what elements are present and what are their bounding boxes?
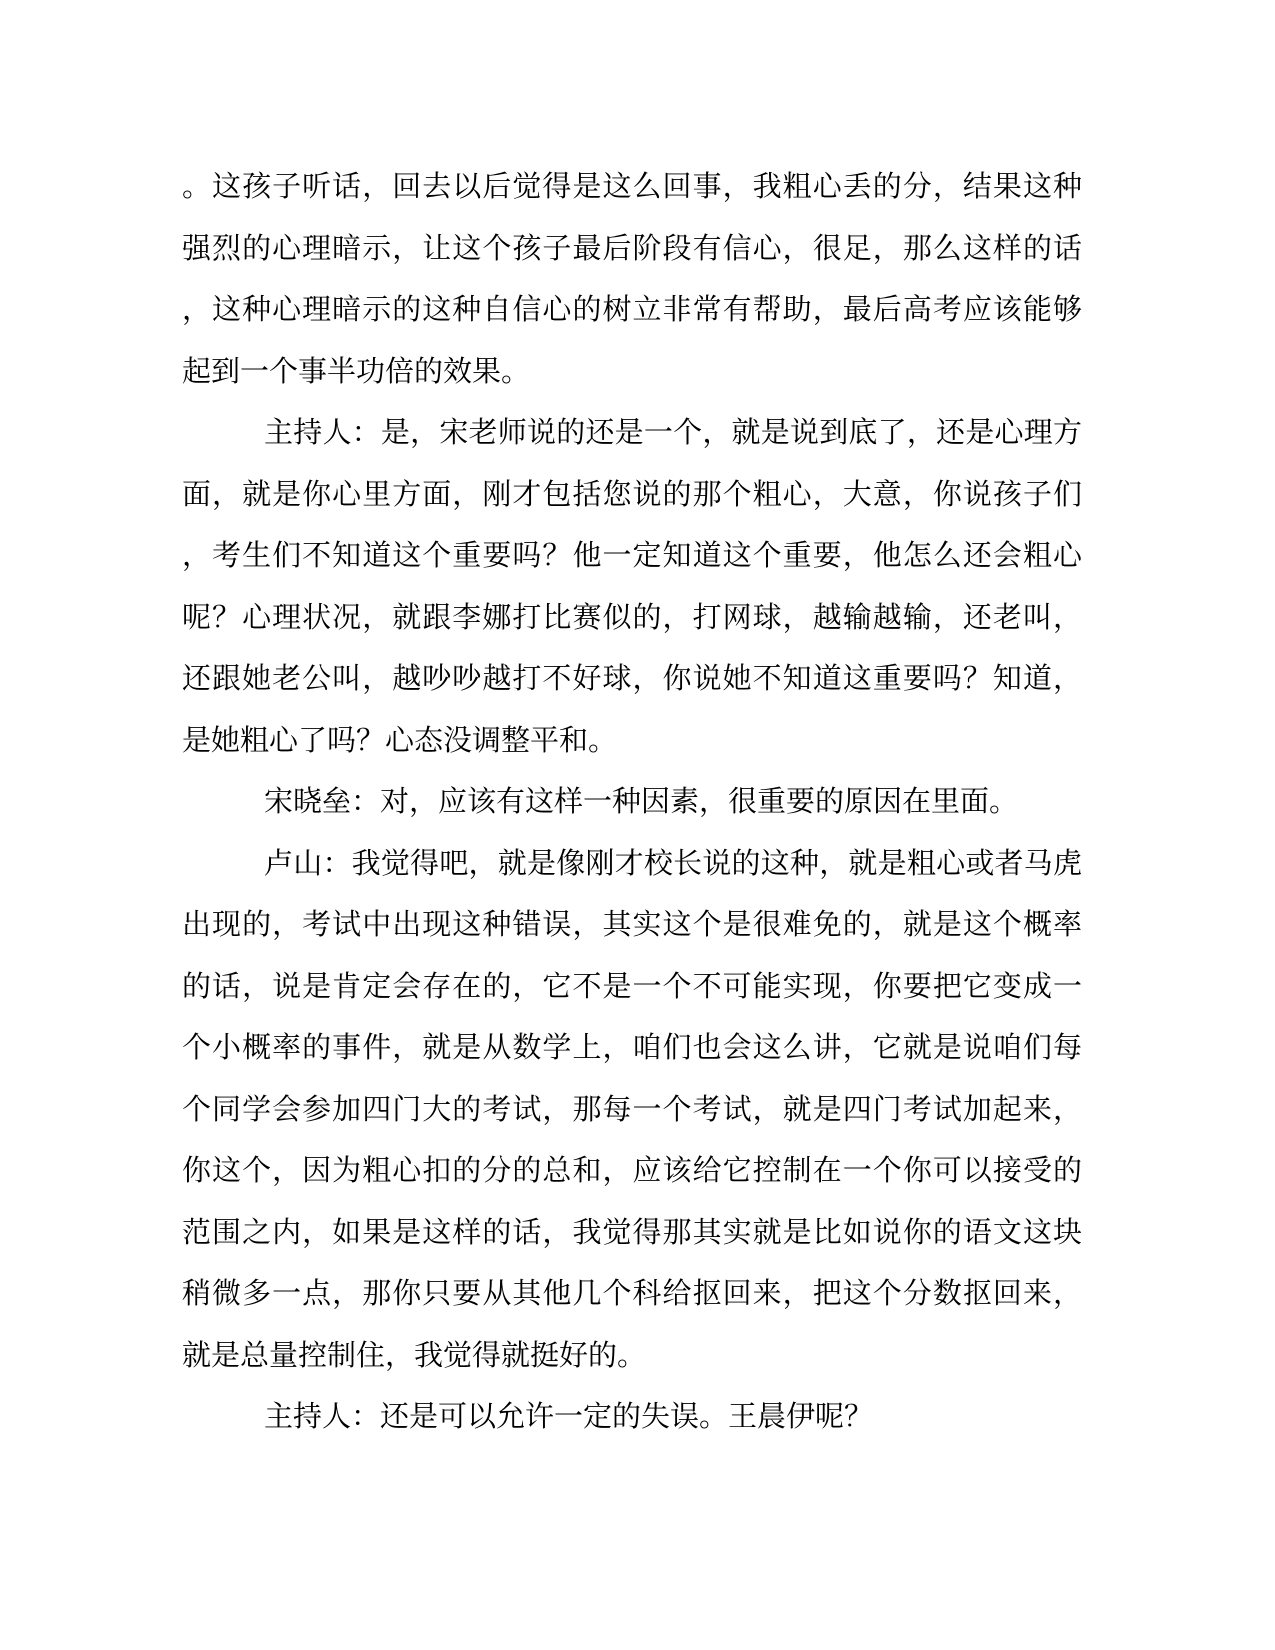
paragraph — [182, 157, 1082, 403]
text-line: 起到一个事半功倍的效果。 — [182, 355, 531, 388]
text-line: 出现的，考试中出现这种错误，其实这个是很难免的，就是这个概率 — [182, 909, 1082, 941]
text-line: 个同学会参加四门大的考试，那每一个考试，就是四门考试加起来， — [182, 1093, 1082, 1126]
text-line: 宋晓垒：对，应该有这样一种因素，很重要的原因在里面。 — [264, 786, 1019, 818]
text-line: 面，就是你心里方面，刚才包括您说的那个粗心，大意，你说孩子们 — [182, 478, 1082, 511]
text-line: 主持人：是，宋老师说的还是一个，就是说到底了，还是心理方 — [264, 417, 1082, 449]
text-line: 主持人：还是可以允许一定的失误。王晨伊呢？ — [264, 1401, 874, 1433]
document-body — [182, 157, 1082, 1449]
text-line: 你这个，因为粗心扣的分的总和，应该给它控制在一个你可以接受的 — [182, 1155, 1082, 1187]
text-line: 还跟她老公叫，越吵吵越打不好球，你说她不知道这重要吗？知道， — [182, 663, 1082, 695]
paragraph — [182, 772, 1082, 834]
text-line: 卢山：我觉得吧，就是像刚才校长说的这种，就是粗心或者马虎 — [264, 847, 1082, 880]
text-line: 就是总量控制住，我觉得就挺好的。 — [182, 1339, 647, 1372]
text-line: 。这孩子听话，回去以后觉得是这么回事，我粗心丢的分，结果这种 — [182, 171, 1082, 203]
text-line: 的话，说是肯定会存在的，它不是一个不可能实现，你要把它变成一 — [182, 970, 1082, 1003]
text-line: 个小概率的事件，就是从数学上，咱们也会这么讲，它就是说咱们每 — [182, 1032, 1082, 1064]
text-line: 强烈的心理暗示，让这个孩子最后阶段有信心，很足，那么这样的话 — [182, 232, 1082, 265]
paragraph — [182, 403, 1082, 772]
paragraph — [182, 1387, 1082, 1449]
text-line: 范围之内，如果是这样的话，我觉得那其实就是比如说你的语文这块 — [182, 1216, 1082, 1249]
text-line: 呢？心理状况，就跟李娜打比赛似的，打网球，越输越输，还老叫， — [182, 601, 1082, 634]
text-line: ，考生们不知道这个重要吗？他一定知道这个重要，他怎么还会粗心 — [182, 540, 1082, 572]
text-line: ，这种心理暗示的这种自信心的树立非常有帮助，最后高考应该能够 — [182, 294, 1082, 326]
text-line: 是她粗心了吗？心态没调整平和。 — [182, 724, 618, 757]
paragraph — [182, 834, 1082, 1388]
text-line: 稍微多一点，那你只要从其他几个科给抠回来，把这个分数抠回来， — [182, 1278, 1082, 1310]
